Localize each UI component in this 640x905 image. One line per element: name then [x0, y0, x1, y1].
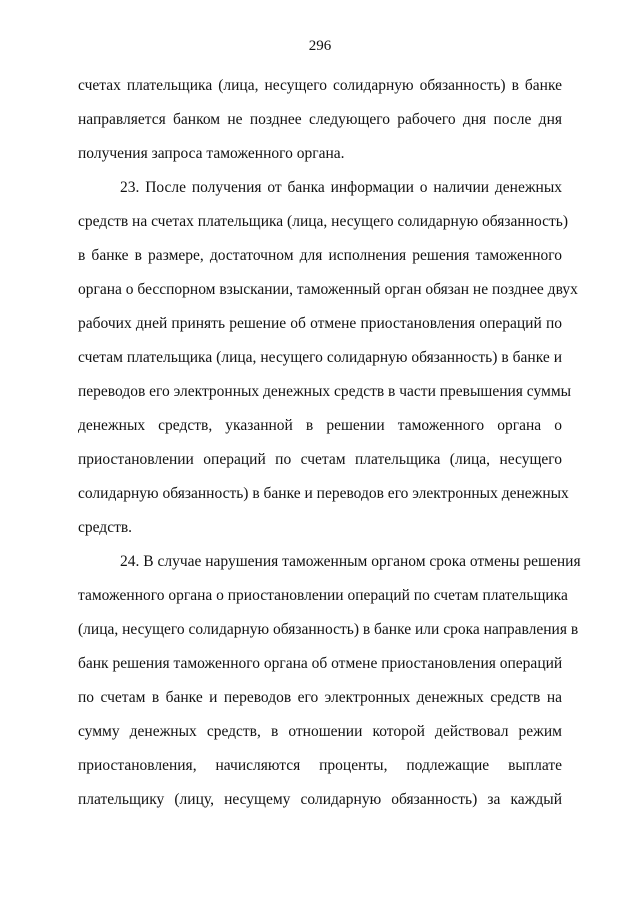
text-line: таможенного органа о приостановлении операций по счетам плательщика	[78, 587, 568, 604]
text-line: рабочих дней принять решение об отмене приостановления операций по	[78, 315, 562, 332]
text-line: солидарную обязанность) в банке и переводов его электронных денежных	[78, 485, 569, 502]
text-line: сумму денежных средств, в отношении которой действовал режим	[78, 723, 562, 740]
text-line: счетах плательщика (лица, несущего солидарную обязанность) в банке	[78, 77, 562, 94]
text-line: органа о бесспорном взыскании, таможенный орган обязан не позднее двух	[78, 281, 578, 298]
text-line: счетам плательщика (лица, несущего солидарную обязанность) в банке и	[78, 349, 562, 366]
text-line: банк решения таможенного органа об отмене приостановления операций	[78, 655, 563, 672]
text-line: (лица, несущего солидарную обязанность) в банке или срока направления в	[78, 621, 579, 638]
text-line: переводов его электронных денежных средств в части превышения суммы	[78, 383, 572, 400]
text-line: направляется банком не позднее следующего рабочего дня после дня	[78, 111, 562, 128]
paragraph-first-line: 23. После получения от банка информации о наличии денежных	[120, 179, 562, 196]
text-line: по счетам в банке и переводов его электронных денежных средств на	[78, 689, 562, 706]
text-line: приостановления, начисляются проценты, подлежащие выплате	[78, 757, 562, 774]
paragraph-first-line: 24. В случае нарушения таможенным органом срока отмены решения	[120, 553, 581, 570]
text-line: средств на счетах плательщика (лица, несущего солидарную обязанность)	[78, 213, 569, 230]
text-line: в банке в размере, достаточном для исполнения решения таможенного	[78, 247, 562, 264]
text-line: получения запроса таможенного органа.	[78, 145, 345, 162]
text-line: плательщику (лицу, несущему солидарную обязанность) за каждый	[78, 791, 562, 808]
text-line: средств.	[78, 519, 133, 536]
text-line: денежных средств, указанной в решении таможенного органа о	[78, 417, 562, 434]
text-line: приостановлении операций по счетам плательщика (лица, несущего	[78, 451, 562, 468]
page-number: 296	[308, 38, 332, 54]
